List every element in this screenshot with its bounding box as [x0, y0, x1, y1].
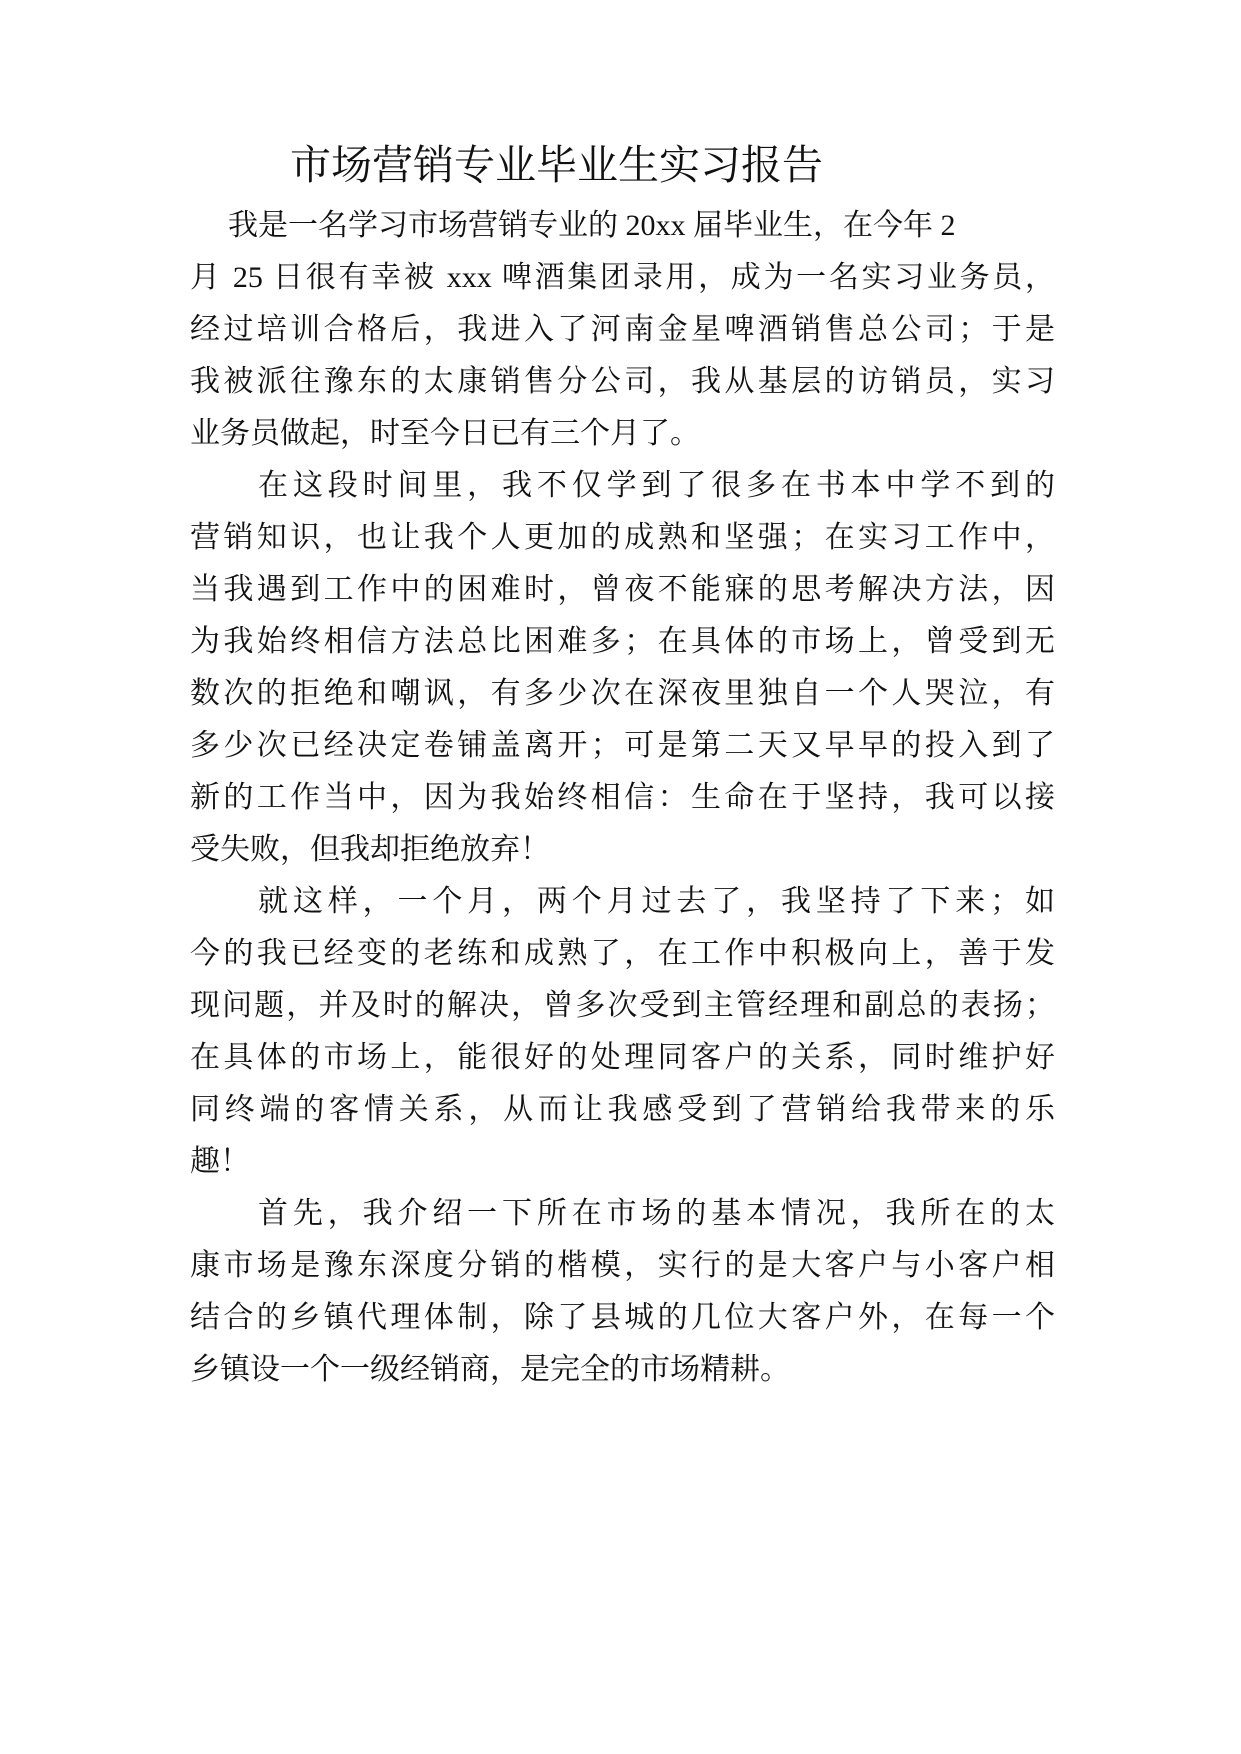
- text-line: 营销知识，也让我个人更加的成熟和坚强；在实习工作中，: [190, 521, 1055, 554]
- text-line: 就这样，一个月，两个月过去了，我坚持了下来；如: [258, 885, 1055, 918]
- text-line: 经过培训合格后，我进入了河南金星啤酒销售总公司；于是: [190, 313, 1055, 346]
- document-title: 市场营销专业毕业生实习报告: [290, 142, 823, 188]
- text-line: 多少次已经决定卷铺盖离开；可是第二天又早早的投入到了: [190, 729, 1055, 762]
- text-line: 康市场是豫东深度分销的楷模，实行的是大客户与小客户相: [190, 1249, 1055, 1282]
- text-line: 我被派往豫东的太康销售分公司，我从基层的访销员，实习: [190, 365, 1055, 398]
- text-line: 业务员做起，时至今日已有三个月了。: [190, 417, 700, 450]
- text-line: 结合的乡镇代理体制，除了县城的几位大客户外，在每一个: [190, 1301, 1055, 1334]
- text-line: 在这段时间里，我不仅学到了很多在书本中学不到的: [258, 469, 1055, 502]
- text-line: 新的工作当中，因为我始终相信：生命在于坚持，我可以接: [190, 781, 1055, 814]
- text-line: 数次的拒绝和嘲讽，有多少次在深夜里独自一个人哭泣，有: [190, 677, 1055, 710]
- paragraph-2: [190, 460, 1055, 876]
- paragraph-1: [190, 200, 1055, 460]
- paragraph-3: [190, 876, 1055, 1188]
- text-line: 趣！: [190, 1145, 250, 1178]
- text-line: 受失败，但我却拒绝放弃！: [190, 833, 550, 866]
- text-line: 首先，我介绍一下所在市场的基本情况，我所在的太: [258, 1197, 1055, 1230]
- text-line: 现问题，并及时的解决，曾多次受到主管经理和副总的表扬；: [190, 989, 1055, 1022]
- text-line: 月 25 日很有幸被 xxx 啤酒集团录用，成为一名实习业务员，: [190, 261, 1055, 294]
- text-line: 今的我已经变的老练和成熟了，在工作中积极向上，善于发: [190, 937, 1055, 970]
- text-line: 我是一名学习市场营销专业的 20xx 届毕业生，在今年 2: [228, 209, 956, 242]
- text-line: 为我始终相信方法总比困难多；在具体的市场上，曾受到无: [190, 625, 1055, 658]
- document-body: [190, 200, 1055, 1396]
- text-line: 在具体的市场上，能很好的处理同客户的关系，同时维护好: [190, 1041, 1055, 1074]
- text-line: 乡镇设一个一级经销商，是完全的市场精耕。: [190, 1353, 790, 1386]
- text-line: 当我遇到工作中的困难时，曾夜不能寐的思考解决方法，因: [190, 573, 1055, 606]
- paragraph-4: [190, 1188, 1055, 1396]
- text-line: 同终端的客情关系，从而让我感受到了营销给我带来的乐: [190, 1093, 1055, 1126]
